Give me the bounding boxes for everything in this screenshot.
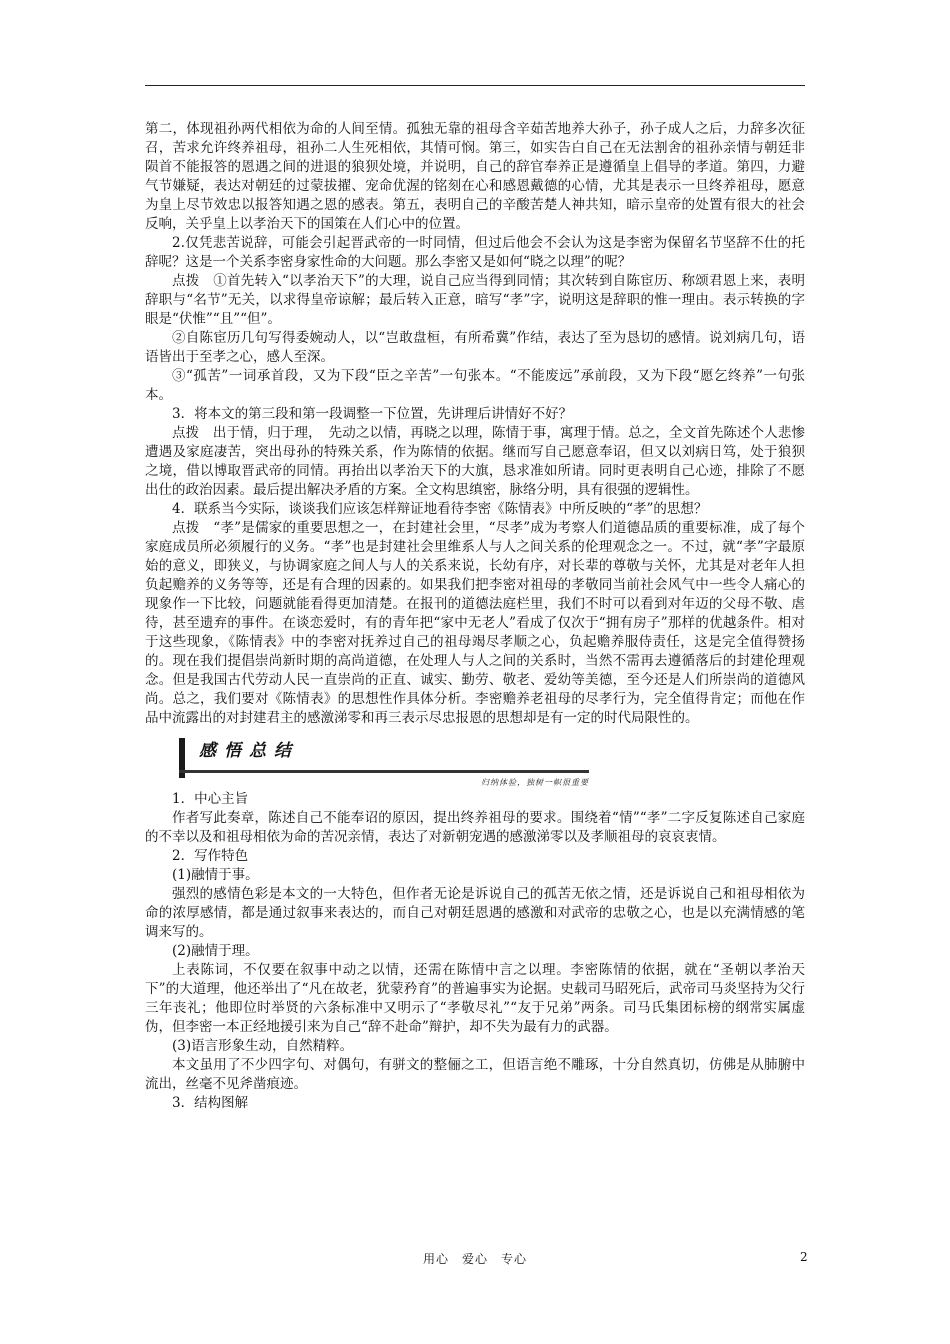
summary-paragraph: 本文虽用了不少四字句、对偶句，有骈文的整俪之工，但语言绝不雕琢，十分自然真切，仿佛是从肺腑中流出，丝毫不见斧凿痕迹。 (145, 1057, 805, 1092)
paragraph: 第二，体现祖孙两代相依为命的人间至情。孤独无靠的祖母含辛茹苦地养大孙子，孙子成人之后，力辞多次征召，苦求允许终养祖母，祖孙二人生死相依，其情可悯。第三，如实告白自己在无法割舍的祖孙亲情与朝廷非陨首不能报答的恩遇之间的进退的狼狈处境，并说明，自己的辞官奉养正是遵循皇上倡导的孝道。第四，力避气节嫌疑，表达对朝廷的过蒙拔擢、宠命优渥的铭刻在心和感恩戴德的心情，尤其是表示一旦终养祖母，愿意为皇上尽节效忠以报答知遇之恩的感表。第五，表明自己的辛酸苦楚人神共知，暗示皇帝的处置有很大的社会反响，关乎皇上以孝治天下的国策在人们心中的位置。 (145, 121, 805, 232)
answer-2-point-2: ②自陈宦历几句写得委婉动人，以“岂敢盘桓，有所希冀”作结，表达了至为恳切的感情。说刘病几句，语语皆出于至孝之心，感人至深。 (145, 330, 805, 365)
summary-paragraph: 上表陈词，不仅要在叙事中动之以情，还需在陈情中言之以理。李密陈情的依据，就在“圣朝以孝治天下”的大道理，他还举出了“凡在故老，犹蒙矜育”的普遍事实为论据。史载司马昭死后，武帝司马炎坚持为父行三年丧礼；他即位时举贤的六条标准中又明示了“孝敬尽礼”“友于兄弟”两条。司马氏集团标榜的纲常实属虚伪，但李密一本正经地援引来为自己“辞不赴命”辩护，却不失为最有力的武器。 (145, 962, 805, 1035)
answer-2: 点拨 ①首先转入“以孝治天下”的大理，说自己应当得到同情；其次转到自陈宦历、称颂君恩上来，表明辞职与“名节”无关，以求得皇帝谅解；最后转入正意，暗写“孝”字，说明这是辞职的惟一理由。表示转换的字眼是“伏惟”“且”“但”。 (145, 273, 805, 327)
banner-subtitle: 归纳体验，独树一帜很重要 (481, 778, 589, 787)
answer-2-point-3: ③“孤苦”一词承首段，又为下段“臣之辛苦”一句张本。“不能废远”承前段，又为下段“愿乞终养”一句张本。 (145, 368, 805, 403)
question-2: 2.仅凭悲苦说辞，可能会引起晋武帝的一时同情，但过后他会不会认为这是李密为保留名节坚辞不仕的托辞呢？这是一个关系李密身家性命的大问题。那么李密又是如何“晓之以理”的呢？ (145, 235, 805, 270)
summary-subheading: (1)融情于事。 (172, 867, 259, 883)
header-rule (145, 85, 805, 86)
question-4: 4．联系当今实际，谈谈我们应该怎样辩证地看待李密《陈情表》中所反映的“孝”的思想？ (172, 501, 708, 517)
answer-3: 点拨 出于情，归于理， 先动之以情，再晓之以理，陈情于事，寓理于情。总之，全文首先陈述个人悲惨遭遇及家庭凄苦，突出母孙的特殊关系，作为陈情的依据。继而写自己愿意奉诏，但又以刘病日笃，处于狼狈之境，借以博取晋武帝的同情。再抬出以孝治天下的大旗，恳求准如所请。同时更表明自己心迹，排除了不愿出仕的政治因素。最后提出解决矛盾的方案。全文构思缜密，脉络分明，具有很强的逻辑性。 (145, 425, 805, 498)
page-number: 2 (800, 1250, 808, 1264)
answer-4: 点拨 “孝”是儒家的重要思想之一，在封建社会里，“尽孝”成为考察人们道德品质的重要标准，成了每个家庭成员所必须履行的义务。“孝”也是封建社会里维系人与人之间关系的伦理观念之一。不过，就“孝”字最原始的意义，即狭义，与协调家庭之间人与人的关系来说，长幼有序，对长辈的尊敬与关怀，尤其是对老年人担负起赡养的义务等等，还是有合理的因素的。如果我们把李密对祖母的孝敬同当前社会风气中一些令人痛心的现象作一下比较，问题就能看得更加清楚。在报刊的道德法庭栏里，我们不时可以看到对年迈的父母不敬、虐待，甚至遗弃的事件。在谈恋爱时，有的青年把“家中无老人”看成了仅次于“拥有房子”那样的优越条件。相对于这些现象，《陈情表》中的李密对抚养过自己的祖母竭尽孝顺之心，负起赡养服侍责任，这是完全值得赞扬的。现在我们提倡崇尚新时期的高尚道德，在处理人与人之间的关系时，当然不需再去遵循落后的封建伦理观念。但是我国古代劳动人民一直崇尚的正直、诚实、勤劳、敬老、爱幼等美德，至今还是人们所崇尚的道德风尚。总之，我们要对《陈情表》的思想性作具体分析。李密赡养老祖母的尽孝行为，完全值得肯定；而他在作品中流露出的对封建君主的感激涕零和再三表示尽忠报恩的思想却是有一定的时代局限性的。 (145, 520, 805, 726)
question-3: 3．将本文的第三段和第一段调整一下位置，先讲理后讲情好不好？ (172, 406, 573, 422)
summary-subheading: (3)语言形象生动，自然精粹。 (172, 1038, 354, 1054)
summary-paragraph: 强烈的感情色彩是本文的一大特色，但作者无论是诉说自己的孤苦无依之情，还是诉说自己和祖母相依为命的浓厚感情，都是通过叙事来表达的，而自己对朝廷恩遇的感激和对武帝的忠敬之心，也是以充满情感的笔调来写的。 (145, 886, 805, 940)
summary-paragraph: 作者写此奏章，陈述自己不能奉诏的原因，提出终养祖母的要求。围绕着“情”“孝”二字反复陈述自己家庭的不幸以及和祖母相依为命的苦况亲情，表达了对新朝宠遇的感激涕零以及孝顺祖母的哀哀衷情。 (145, 810, 805, 845)
section-banner (179, 738, 589, 787)
banner-title: 感悟总结 (199, 741, 299, 761)
summary-subheading: (2)融情于理。 (172, 943, 259, 959)
footer-slogan: 用心 爱心 专心 (422, 1252, 527, 1266)
summary-heading-2: 2．写作特色 (172, 848, 249, 864)
summary-heading-3: 3．结构图解 (172, 1095, 249, 1111)
summary-heading-1: 1．中心主旨 (172, 791, 249, 807)
document-body (145, 120, 805, 1113)
